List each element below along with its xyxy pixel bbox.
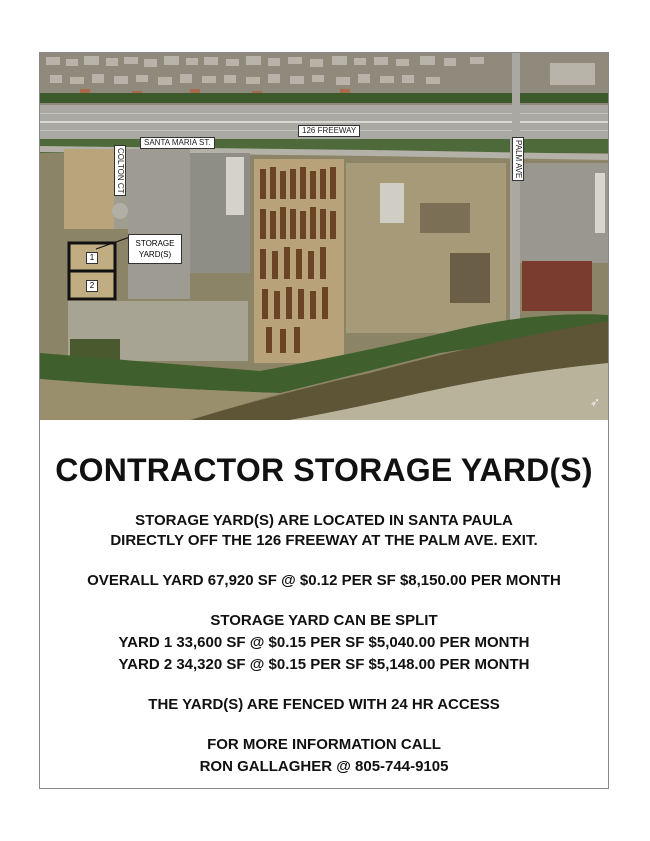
overall-yard-price: OVERALL YARD 67,920 SF @ $0.12 PER SF $8,150.00 PER MONTH bbox=[87, 572, 561, 589]
split-heading: STORAGE YARD CAN BE SPLIT bbox=[210, 612, 438, 629]
colton-court-label: COLTON CT bbox=[114, 145, 126, 196]
yard-1-price: YARD 1 33,600 SF @ $0.15 PER SF $5,040.00 PER MONTH bbox=[118, 634, 530, 651]
yard-outline bbox=[40, 53, 608, 420]
location-line-1: STORAGE YARD(S) ARE LOCATED IN SANTA PAULA bbox=[135, 512, 513, 529]
location-line-2: DIRECTLY OFF THE 126 FREEWAY AT THE PALM AVE. EXIT. bbox=[110, 532, 538, 549]
yard-2-price: YARD 2 34,320 SF @ $0.15 PER SF $5,148.00 PER MONTH bbox=[118, 656, 530, 673]
north-arrow-icon: ➶ bbox=[590, 395, 601, 409]
palm-avenue-label: PALM AVE bbox=[512, 137, 524, 181]
flyer bbox=[39, 52, 609, 789]
yard-2-marker: 2 bbox=[86, 280, 98, 292]
access-note: THE YARD(S) ARE FENCED WITH 24 HR ACCESS bbox=[148, 696, 500, 713]
santa-maria-street-label: SANTA MARIA ST. bbox=[140, 137, 215, 149]
freeway-label: 126 FREEWAY bbox=[298, 125, 360, 137]
callout-line1: STORAGE bbox=[135, 239, 175, 248]
storage-yard-callout bbox=[128, 234, 182, 264]
callout-line2: YARD(S) bbox=[138, 250, 172, 259]
aerial-map bbox=[40, 53, 608, 420]
flyer-title: CONTRACTOR STORAGE YARD(S) bbox=[55, 452, 593, 488]
yard-1-marker: 1 bbox=[86, 252, 98, 264]
contact-line-1: FOR MORE INFORMATION CALL bbox=[207, 736, 441, 753]
contact-line-2: RON GALLAGHER @ 805-744-9105 bbox=[199, 758, 449, 775]
